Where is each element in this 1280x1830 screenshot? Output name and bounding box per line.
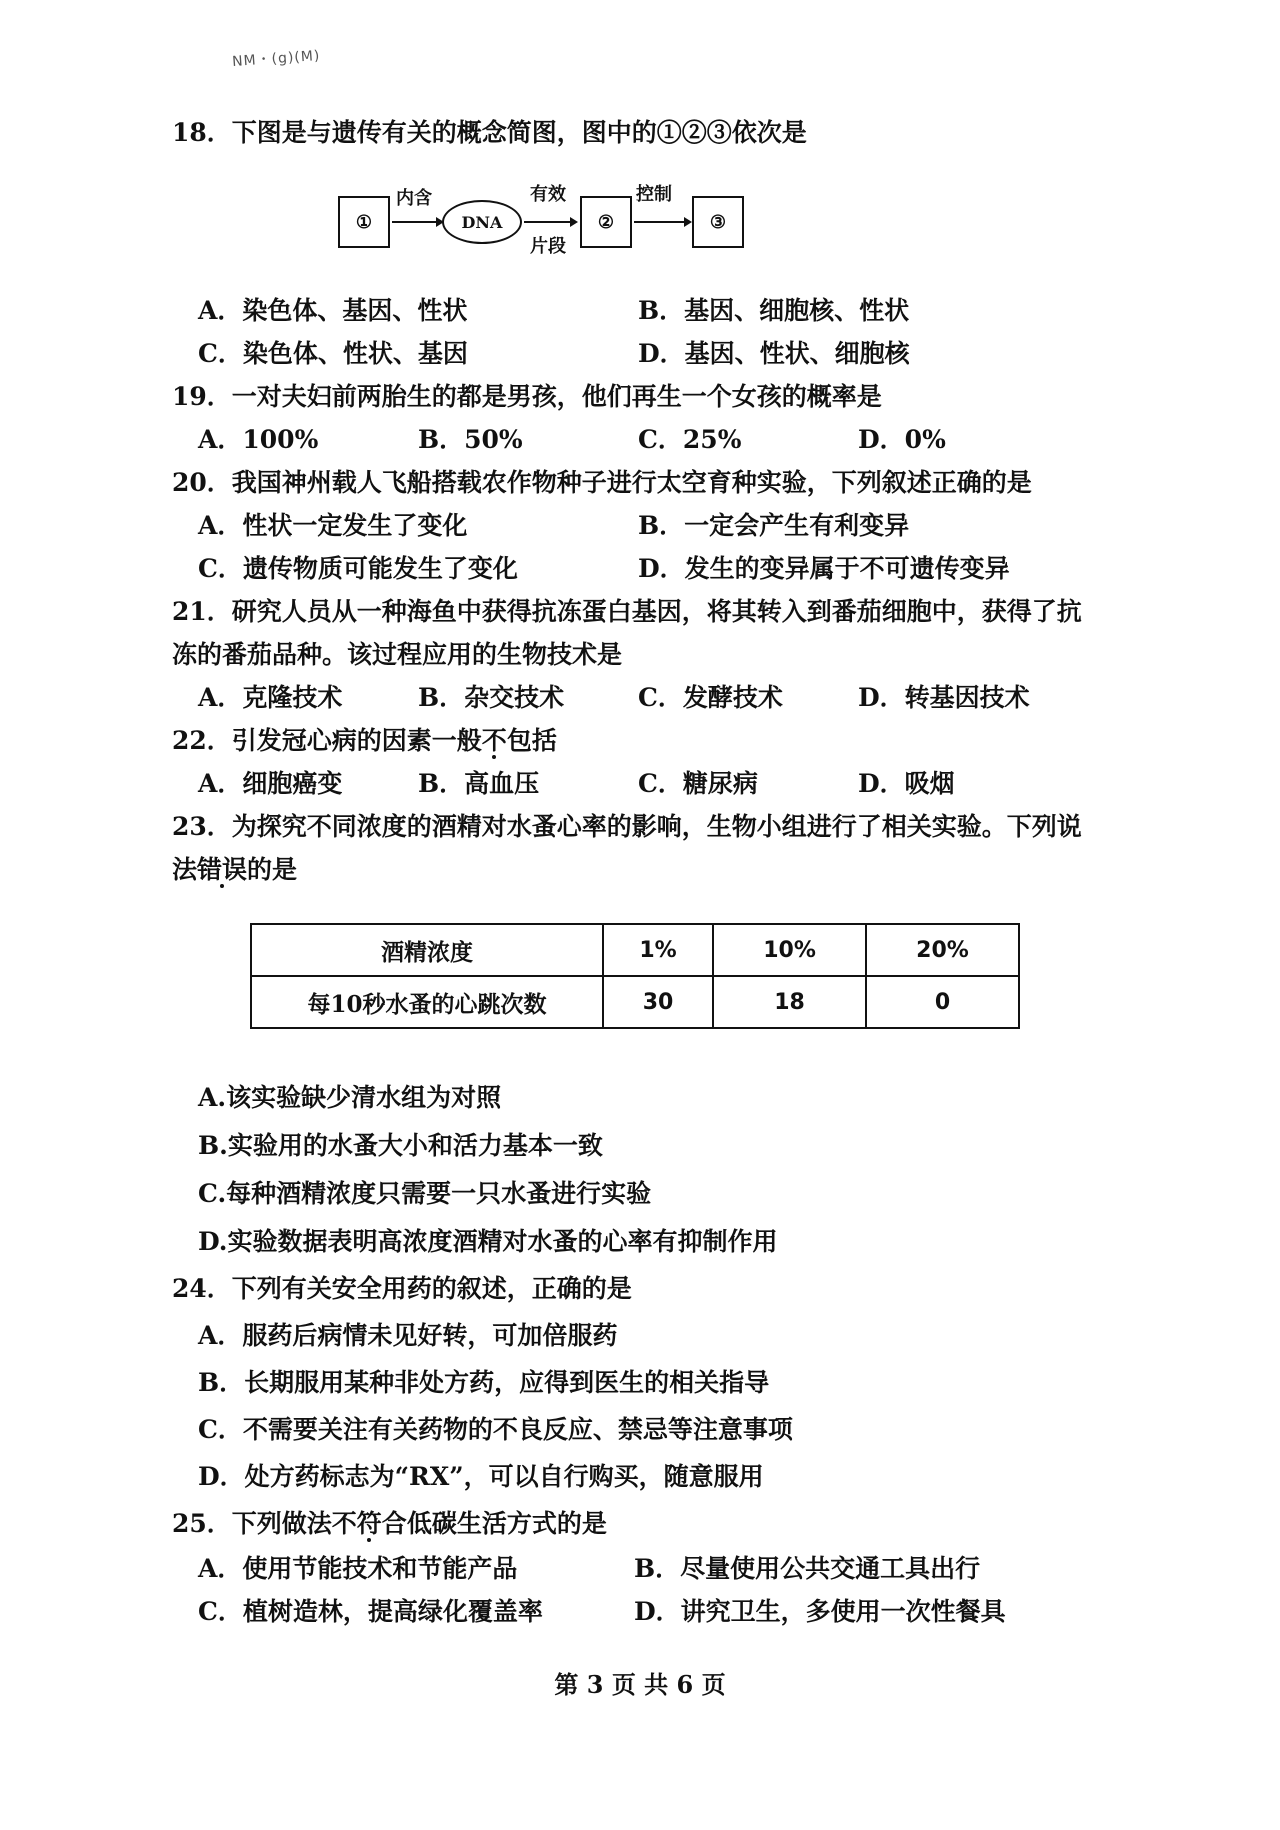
diagram-arrow-2 xyxy=(524,214,578,230)
table-header-row xyxy=(251,924,1019,976)
diagram-dna-ellipse: DNA xyxy=(442,200,522,244)
question-21-stem-line2: 冻的番茄品种。该过程应用的生物技术是 xyxy=(172,640,623,669)
q23-stem-pre: 法 xyxy=(172,855,198,884)
concept-diagram xyxy=(330,184,750,260)
diagram-label-effective: 有效 xyxy=(530,184,566,205)
q20-option-c[interactable]: C．遗传物质可能发生了变化 xyxy=(198,554,518,583)
question-23-stem-line2 xyxy=(172,849,297,891)
q25-option-b[interactable]: B．尽量使用公共交通工具出行 xyxy=(634,1554,981,1583)
q23-stem-emphasis: 错误 xyxy=(197,855,248,884)
alcohol-heartbeat-table xyxy=(250,923,1020,1029)
table-header-cell: 10% xyxy=(713,924,866,976)
question-18-stem: 18．下图是与遗传有关的概念简图，图中的①②③依次是 xyxy=(172,118,807,147)
table-row xyxy=(251,976,1019,1028)
q24-option-d[interactable]: D．处方药标志为“RX”，可以自行购买，随意服用 xyxy=(198,1462,764,1491)
question-21-stem-line1: 21．研究人员从一种海鱼中获得抗冻蛋白基因，将其转入到番茄细胞中，获得了抗 xyxy=(172,597,1082,626)
q22-option-a[interactable]: A．细胞癌变 xyxy=(198,769,343,798)
question-19-stem: 19．一对夫妇前两胎生的都是男孩，他们再生一个女孩的概率是 xyxy=(172,382,882,411)
question-23-stem-line1: 23．为探究不同浓度的酒精对水蚤心率的影响，生物小组进行了相关实验。下列说 xyxy=(172,812,1082,841)
diagram-label-segment: 片段 xyxy=(530,236,566,257)
q25-stem-emphasis: 不符合 xyxy=(331,1509,407,1538)
q18-option-a[interactable]: A．染色体、基因、性状 xyxy=(198,296,468,325)
q18-option-b[interactable]: B．基因、细胞核、性状 xyxy=(638,296,910,325)
table-header-cell: 1% xyxy=(603,924,713,976)
diagram-box-3: ③ xyxy=(692,196,744,248)
diagram-box-2: ② xyxy=(580,196,632,248)
q21-option-d[interactable]: D．转基因技术 xyxy=(858,683,1030,712)
q19-option-c[interactable]: C．25% xyxy=(638,425,742,454)
q19-option-a[interactable]: A．100% xyxy=(198,425,319,454)
scan-mark: NM・(g)(M) xyxy=(231,47,321,71)
question-25-stem xyxy=(172,1503,607,1545)
q18-option-d[interactable]: D．基因、性状、细胞核 xyxy=(638,339,910,368)
table-cell: 30 xyxy=(603,976,713,1028)
table-row-label: 每10秒水蚤的心跳次数 xyxy=(251,976,603,1028)
diagram-box-1: ① xyxy=(338,196,390,248)
q23-stem-post: 的是 xyxy=(247,855,298,884)
q22-option-c[interactable]: C．糖尿病 xyxy=(638,769,758,798)
q22-option-d[interactable]: D．吸烟 xyxy=(858,769,955,798)
q23-option-c[interactable]: C.每种酒精浓度只需要一只水蚤进行实验 xyxy=(198,1179,652,1208)
q25-option-c[interactable]: C．植树造林，提高绿化覆盖率 xyxy=(198,1597,543,1626)
q19-option-b[interactable]: B．50% xyxy=(418,425,523,454)
page-footer: 第 3 页 共 6 页 xyxy=(554,1670,726,1699)
table-header-label: 酒精浓度 xyxy=(251,924,603,976)
q24-option-c[interactable]: C．不需要关注有关药物的不良反应、禁忌等注意事项 xyxy=(198,1415,793,1444)
q20-option-d[interactable]: D．发生的变异属于不可遗传变异 xyxy=(638,554,1010,583)
q23-option-d[interactable]: D.实验数据表明高浓度酒精对水蚤的心率有抑制作用 xyxy=(198,1227,778,1256)
q23-option-a[interactable]: A.该实验缺少清水组为对照 xyxy=(198,1083,502,1112)
q25-option-d[interactable]: D．讲究卫生，多使用一次性餐具 xyxy=(634,1597,1006,1626)
q25-stem-post: 低碳生活方式的是 xyxy=(406,1509,607,1538)
q22-option-b[interactable]: B．高血压 xyxy=(418,769,540,798)
diagram-arrow-1 xyxy=(392,214,444,230)
q22-stem-post: 包括 xyxy=(506,726,557,755)
question-22-stem xyxy=(172,720,557,762)
diagram-arrow-3 xyxy=(634,214,692,230)
q21-option-b[interactable]: B．杂交技术 xyxy=(418,683,565,712)
q22-stem-pre: 22．引发冠心病的因素一般 xyxy=(172,726,482,755)
q21-option-a[interactable]: A．克隆技术 xyxy=(198,683,343,712)
q25-stem-pre: 25．下列做法 xyxy=(172,1509,332,1538)
table-cell: 18 xyxy=(713,976,866,1028)
diagram-label-control: 控制 xyxy=(636,184,672,205)
q20-option-a[interactable]: A．性状一定发生了变化 xyxy=(198,511,468,540)
q24-option-a[interactable]: A．服药后病情未见好转，可加倍服药 xyxy=(198,1321,618,1350)
q20-option-b[interactable]: B．一定会产生有利变异 xyxy=(638,511,910,540)
q25-option-a[interactable]: A．使用节能技术和节能产品 xyxy=(198,1554,518,1583)
q23-option-b[interactable]: B.实验用的水蚤大小和活力基本一致 xyxy=(198,1131,603,1160)
question-20-stem: 20．我国神州载人飞船搭载农作物种子进行太空育种实验，下列叙述正确的是 xyxy=(172,468,1032,497)
question-24-stem: 24．下列有关安全用药的叙述，正确的是 xyxy=(172,1274,632,1303)
q24-option-b[interactable]: B．长期服用某种非处方药，应得到医生的相关指导 xyxy=(198,1368,770,1397)
q18-option-c[interactable]: C．染色体、性状、基因 xyxy=(198,339,468,368)
q19-option-d[interactable]: D．0% xyxy=(858,425,946,454)
q21-option-c[interactable]: C．发酵技术 xyxy=(638,683,783,712)
q22-stem-emphasis: 不 xyxy=(481,726,507,755)
diagram-label-contains: 内含 xyxy=(396,188,432,209)
table-header-cell: 20% xyxy=(866,924,1019,976)
table-cell: 0 xyxy=(866,976,1019,1028)
